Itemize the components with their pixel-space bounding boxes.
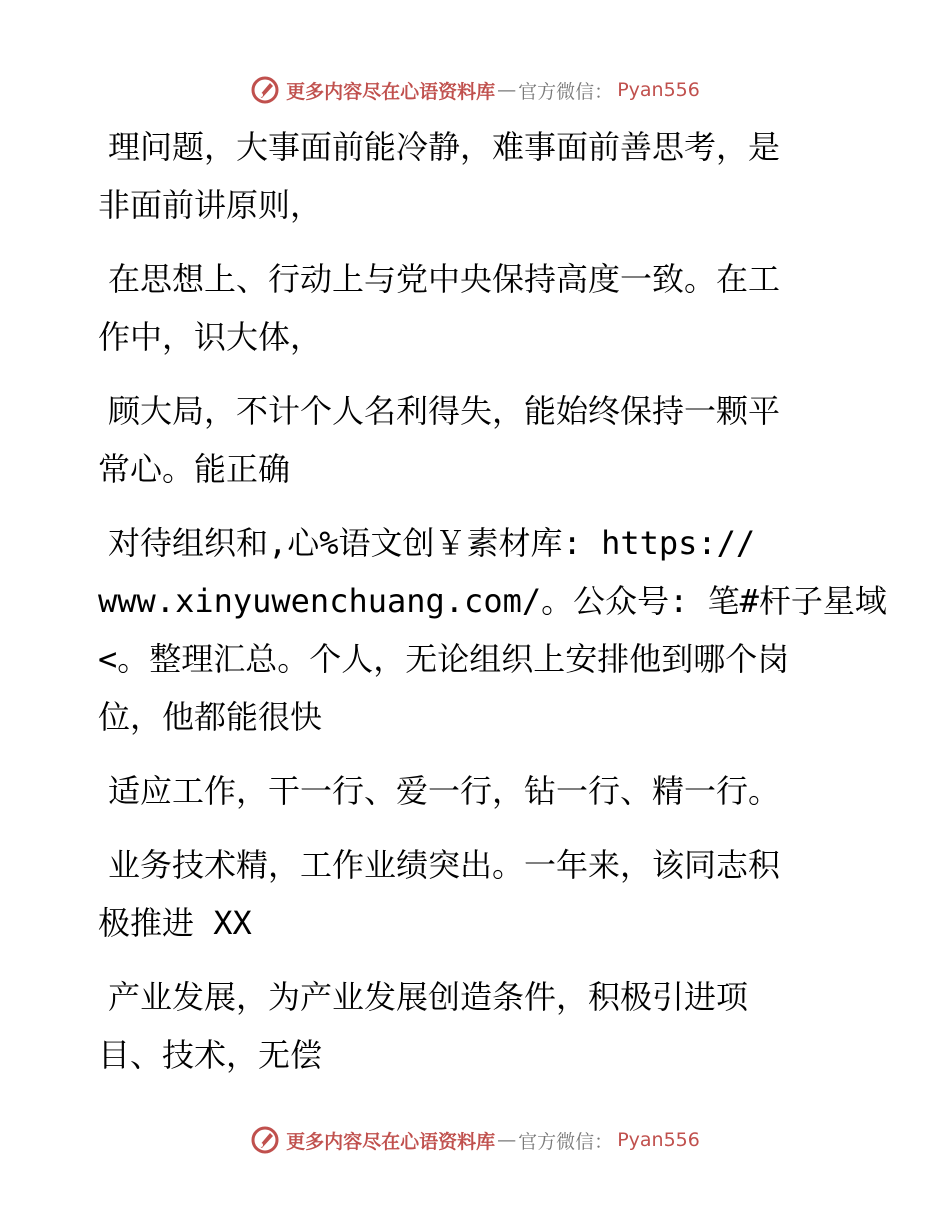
- text-line: 非面前讲原则，: [98, 186, 323, 224]
- paragraph-4: [98, 514, 887, 746]
- banner-wechat-label: 官方微信：: [518, 80, 614, 103]
- paragraph-1: [98, 118, 858, 234]
- paragraph-3: [98, 382, 858, 498]
- banner-wechat-id: Pyan556: [617, 79, 700, 101]
- text-line: www.xinyuwenchuang.com/。公众号: 笔#杆子星域: [98, 582, 887, 620]
- banner-brand-text: 更多内容尽在心语资料库: [286, 80, 496, 103]
- text-line: 理问题，大事面前能冷静，难事面前善思考，是: [108, 128, 781, 166]
- text-line: 极推进 XX: [98, 904, 252, 942]
- text-line: 产业发展，为产业发展创造条件，积极引进项: [108, 978, 749, 1016]
- paragraph-2: [98, 250, 858, 366]
- text-line: 适应工作，干一行、爱一行，钻一行、精一行。: [108, 772, 781, 810]
- text-line: 位，他都能很快: [98, 698, 323, 736]
- text-line: 业务技术精，工作业绩突出。一年来，该同志积: [108, 846, 781, 884]
- document-body: [98, 118, 887, 1100]
- text-line: 目、技术，无偿: [98, 1036, 323, 1074]
- text-line: 在思想上、行动上与党中央保持高度一致。在工: [108, 260, 781, 298]
- paragraph-5: [98, 762, 858, 820]
- footer-watermark-banner: [0, 1120, 950, 1160]
- paragraph-6: [98, 836, 858, 952]
- pen-logo-icon: [250, 1125, 280, 1155]
- text-line: 常心。能正确: [98, 450, 291, 488]
- pen-logo-icon: [250, 75, 280, 105]
- banner-wechat-id: Pyan556: [617, 1129, 700, 1151]
- banner-dash: —: [497, 79, 517, 101]
- banner-brand-text: 更多内容尽在心语资料库: [286, 1130, 496, 1153]
- text-line: 作中，识大体，: [98, 318, 323, 356]
- banner-wechat-label: 官方微信：: [518, 1130, 614, 1153]
- text-line: 顾大局，不计个人名利得失，能始终保持一颗平: [108, 392, 781, 430]
- paragraph-7: [98, 968, 858, 1084]
- text-line: 对待组织和,心%语文创￥素材库: https://: [108, 524, 756, 562]
- header-watermark-banner: [0, 70, 950, 110]
- banner-dash: —: [497, 1129, 517, 1151]
- text-line: <。整理汇总。个人，无论组织上安排他到哪个岗: [98, 640, 790, 678]
